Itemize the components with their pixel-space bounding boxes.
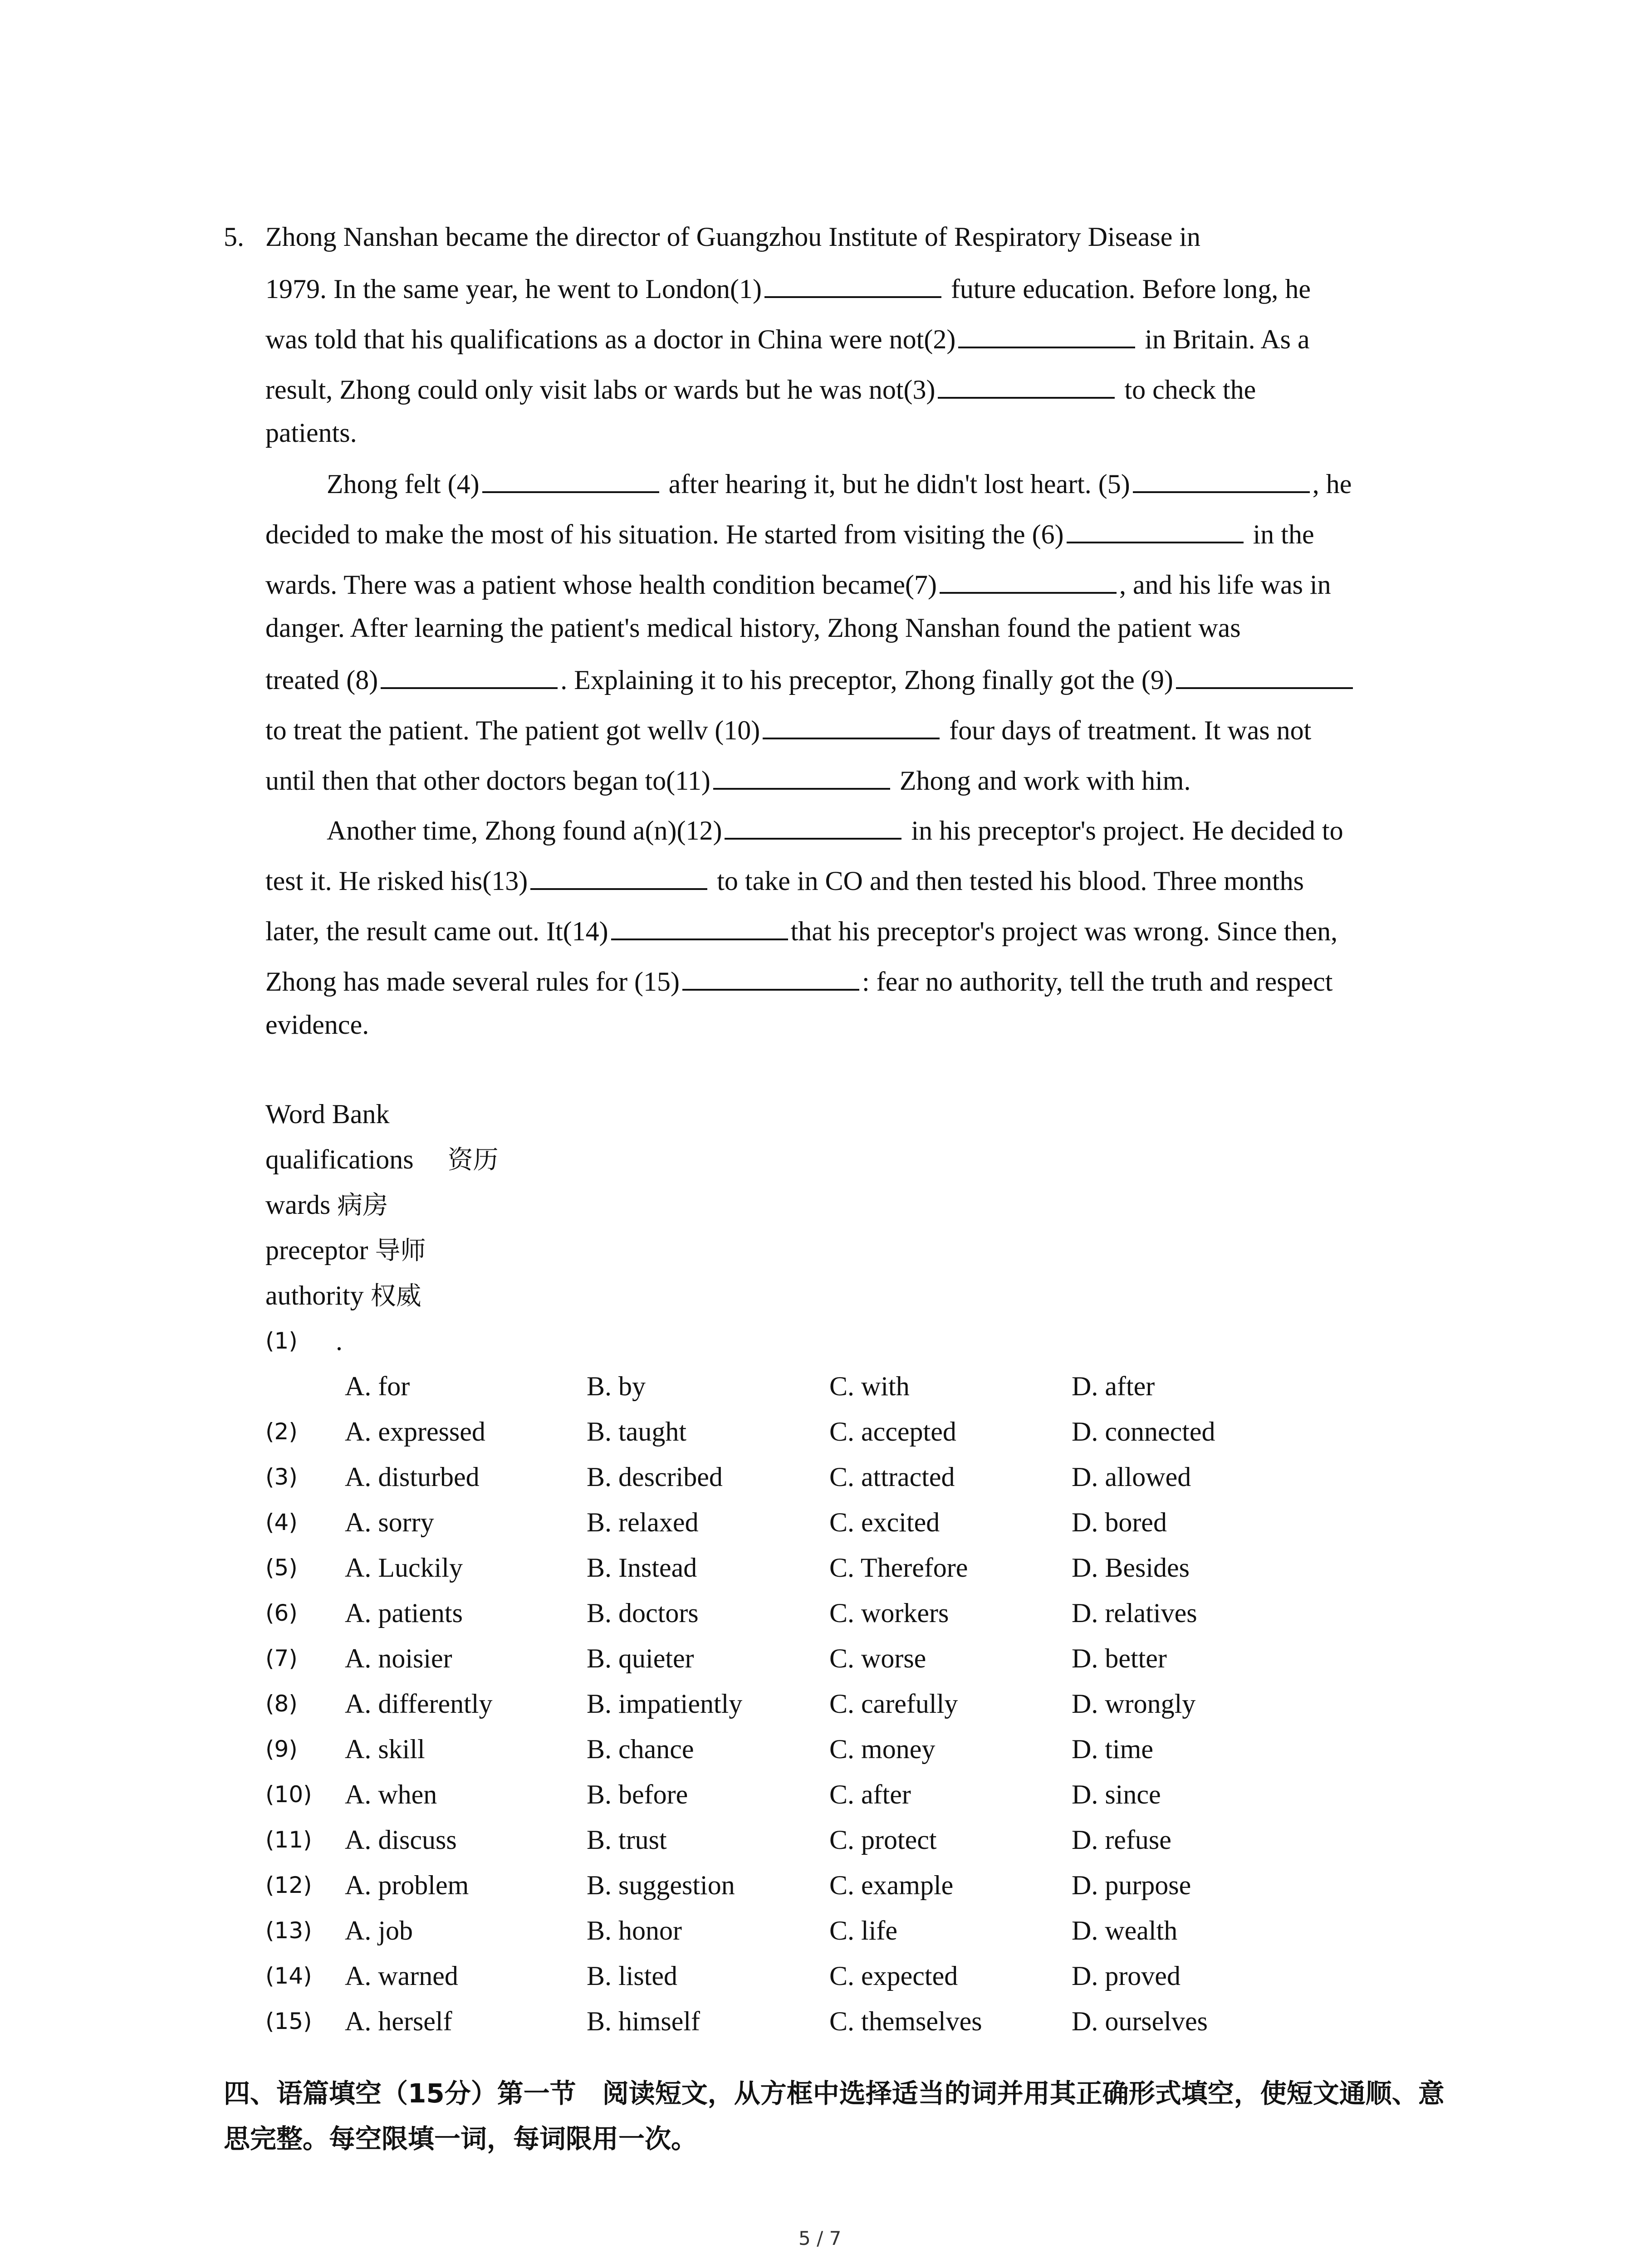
passage-line	[265, 763, 1447, 797]
option-b: B. by	[587, 1371, 646, 1401]
answer-blank	[682, 963, 859, 991]
option-b: B. quieter	[587, 1643, 694, 1673]
option-b: B. relaxed	[587, 1507, 699, 1537]
option-d: D. since	[1072, 1779, 1161, 1809]
option-c: C. with	[829, 1371, 910, 1401]
option-c: C. expected	[829, 1961, 958, 1991]
spacer	[414, 1144, 448, 1174]
option-a: A. problem	[345, 1870, 469, 1900]
option-a: A. warned	[345, 1961, 458, 1991]
passage-text: four days of treatment. It was not	[942, 715, 1312, 745]
option-d: D. refuse	[1072, 1825, 1171, 1855]
option-c: C. workers	[829, 1598, 949, 1628]
option-b: B. Instead	[587, 1553, 697, 1583]
spacer	[364, 1281, 371, 1310]
spacer	[330, 1190, 337, 1220]
option-d: D. relatives	[1072, 1598, 1197, 1628]
passage-text: Another time, Zhong found a(n)(12)	[327, 816, 722, 846]
word-bank-chinese: 导师	[375, 1236, 426, 1266]
passage-text: to take in CO and then tested his blood. Three months	[710, 866, 1304, 896]
word-bank-english: qualifications	[265, 1144, 414, 1174]
answer-blank	[713, 763, 890, 790]
question-1-dot: .	[336, 1326, 343, 1356]
passage-line	[265, 611, 1447, 644]
word-bank-english: authority	[265, 1281, 364, 1310]
option-b: B. before	[587, 1779, 688, 1809]
passage-text: to treat the patient. The patient got wellv (10)	[265, 715, 760, 745]
option-c: C. after	[829, 1779, 911, 1809]
word-bank-chinese: 资历	[447, 1145, 499, 1175]
option-a: A. differently	[345, 1689, 493, 1719]
section-heading: 四、语篇填空（15分）第一节 阅读短文，从方框中选择适当的词并用其正确形式填空，使短文通顺、意思完整。每空限填一词，每词限用一次。	[224, 2078, 1445, 2154]
option-a: A. Luckily	[345, 1553, 463, 1583]
passage-number: 5.	[224, 222, 244, 252]
question-number: (12)	[265, 1872, 312, 1898]
question-number: (4)	[265, 1509, 298, 1535]
passage-text: test it. He risked his(13)	[265, 866, 528, 896]
option-c: C. themselves	[829, 2006, 982, 2036]
passage-line	[265, 812, 1447, 847]
passage-line	[265, 963, 1447, 998]
question-number: (5)	[265, 1554, 298, 1581]
passage-line	[265, 516, 1447, 551]
option-a: A. for	[345, 1371, 410, 1401]
question-number: (6)	[265, 1600, 298, 1626]
option-d: D. time	[1072, 1734, 1153, 1764]
passage-text: to check the	[1117, 375, 1256, 405]
word-bank-chinese: 病房	[337, 1191, 388, 1220]
option-b: B. chance	[587, 1734, 694, 1764]
word-bank-entry	[265, 1188, 388, 1222]
answer-blank	[764, 271, 941, 298]
spacer	[368, 1235, 375, 1265]
option-c: C. money	[829, 1734, 936, 1764]
question-number: (11)	[265, 1827, 312, 1853]
option-d: D. purpose	[1072, 1870, 1191, 1900]
passage-text: : fear no authority, tell the truth and respect	[862, 967, 1333, 997]
passage-text: Zhong Nanshan became the director of Guangzhou Institute of Respiratory Disease in	[265, 222, 1201, 252]
passage-text: . Explaining it to his preceptor, Zhong finally got the (9)	[560, 665, 1173, 695]
word-bank-english: wards	[265, 1190, 331, 1220]
word-bank-entry	[265, 1234, 426, 1267]
option-b: B. suggestion	[587, 1870, 735, 1900]
passage-text: after hearing it, but he didn't lost heart. (5)	[661, 469, 1130, 499]
passage-text: , he	[1312, 469, 1352, 499]
question-1-label: (1)	[265, 1328, 298, 1354]
passage-text: in Britain. As a	[1138, 324, 1310, 354]
passage-text: treated (8)	[265, 665, 378, 695]
answer-blank	[958, 321, 1135, 348]
option-d: D. wealth	[1072, 1916, 1178, 1945]
passage-text: result, Zhong could only visit labs or wards but he was not(3)	[265, 375, 936, 405]
answer-blank	[725, 812, 901, 840]
passage-text: later, the result came out. It(14)	[265, 916, 608, 946]
answer-blank	[1176, 662, 1353, 689]
option-b: B. doctors	[587, 1598, 699, 1628]
answer-blank	[763, 712, 940, 739]
word-bank-entry	[265, 1143, 499, 1177]
question-number: (15)	[265, 2008, 312, 2034]
option-a: A. patients	[345, 1598, 463, 1628]
question-number: (2)	[265, 1418, 298, 1445]
option-a: A. herself	[345, 2006, 452, 2036]
passage-text: decided to make the most of his situation. He started from visiting the (6)	[265, 519, 1064, 549]
option-a: A. job	[345, 1916, 413, 1945]
passage-text: in the	[1246, 519, 1314, 549]
passage-line	[265, 567, 1447, 601]
answer-blank	[940, 567, 1117, 594]
option-b: B. described	[587, 1462, 723, 1492]
option-a: A. when	[345, 1779, 437, 1809]
passage-line	[265, 220, 1447, 253]
option-a: A. discuss	[345, 1825, 457, 1855]
passage-text: 1979. In the same year, he went to London(1)	[265, 274, 762, 304]
option-c: C. carefully	[829, 1689, 958, 1719]
passage-text: patients.	[265, 418, 357, 448]
answer-blank	[1067, 516, 1244, 543]
passage-line	[265, 913, 1447, 948]
option-d: D. allowed	[1072, 1462, 1191, 1492]
passage-text: evidence.	[265, 1010, 369, 1040]
option-a: A. sorry	[345, 1507, 434, 1537]
passage-line	[265, 863, 1447, 897]
option-d: D. Besides	[1072, 1553, 1190, 1583]
passage-text: future education. Before long, he	[944, 274, 1311, 304]
page-indicator: 5 / 7	[798, 2227, 842, 2249]
passage-line	[265, 712, 1447, 747]
option-d: D. wrongly	[1072, 1689, 1196, 1719]
option-d: D. ourselves	[1072, 2006, 1208, 2036]
answer-blank	[1133, 466, 1310, 493]
option-a: A. expressed	[345, 1417, 485, 1447]
option-c: C. attracted	[829, 1462, 955, 1492]
option-b: B. taught	[587, 1417, 686, 1447]
question-number: (10)	[265, 1781, 312, 1808]
passage-text: that his preceptor's project was wrong. Since then,	[790, 916, 1338, 946]
answer-blank	[611, 913, 788, 940]
option-c: C. worse	[829, 1643, 926, 1673]
answer-blank	[530, 863, 707, 890]
passage-text: until then that other doctors began to(11)	[265, 766, 710, 796]
question-number: (8)	[265, 1691, 298, 1717]
option-d: D. better	[1072, 1643, 1167, 1673]
passage-text: wards. There was a patient whose health condition became(7)	[265, 570, 937, 600]
passage-line	[265, 466, 1447, 500]
answer-blank	[381, 662, 558, 689]
option-c: C. protect	[829, 1825, 937, 1855]
option-d: D. connected	[1072, 1417, 1215, 1447]
question-number: (3)	[265, 1464, 298, 1490]
option-c: C. accepted	[829, 1417, 956, 1447]
passage-line	[265, 321, 1447, 356]
option-b: B. trust	[587, 1825, 667, 1855]
passage-line	[265, 416, 1447, 449]
passage-text: Zhong felt (4)	[327, 469, 480, 499]
question-number: (9)	[265, 1736, 298, 1762]
option-d: D. after	[1072, 1371, 1155, 1401]
option-a: A. disturbed	[345, 1462, 480, 1492]
question-number: (14)	[265, 1963, 312, 1989]
passage-line	[265, 271, 1447, 305]
passage-text: Zhong has made several rules for (15)	[265, 967, 680, 997]
question-number: (7)	[265, 1645, 298, 1672]
passage-line	[265, 1008, 1447, 1041]
option-d: D. proved	[1072, 1961, 1181, 1991]
passage-text: was told that his qualifications as a doctor in China were not(2)	[265, 324, 956, 354]
passage-line	[265, 662, 1447, 696]
answer-blank	[482, 466, 659, 493]
word-bank-chinese: 权威	[370, 1281, 421, 1311]
passage-text: Zhong and work with him.	[892, 766, 1191, 796]
option-c: C. example	[829, 1870, 954, 1900]
answer-blank	[938, 371, 1115, 399]
option-a: A. noisier	[345, 1643, 452, 1673]
option-c: C. excited	[829, 1507, 940, 1537]
option-b: B. impatiently	[587, 1689, 743, 1719]
option-b: B. honor	[587, 1916, 682, 1945]
passage-text: danger. After learning the patient's medical history, Zhong Nanshan found the patient was	[265, 613, 1241, 643]
word-bank-entry	[265, 1279, 421, 1313]
option-b: B. listed	[587, 1961, 678, 1991]
passage-text: , and his life was in	[1119, 570, 1331, 600]
question-number: (13)	[265, 1917, 312, 1944]
option-c: C. Therefore	[829, 1553, 968, 1583]
word-bank-english: preceptor	[265, 1235, 368, 1265]
passage-line	[265, 371, 1447, 406]
option-c: C. life	[829, 1916, 897, 1945]
passage-text: in his preceptor's project. He decided to	[904, 816, 1343, 846]
word-bank-title: Word Bank	[265, 1099, 390, 1129]
option-b: B. himself	[587, 2006, 700, 2036]
option-d: D. bored	[1072, 1507, 1167, 1537]
option-a: A. skill	[345, 1734, 425, 1764]
